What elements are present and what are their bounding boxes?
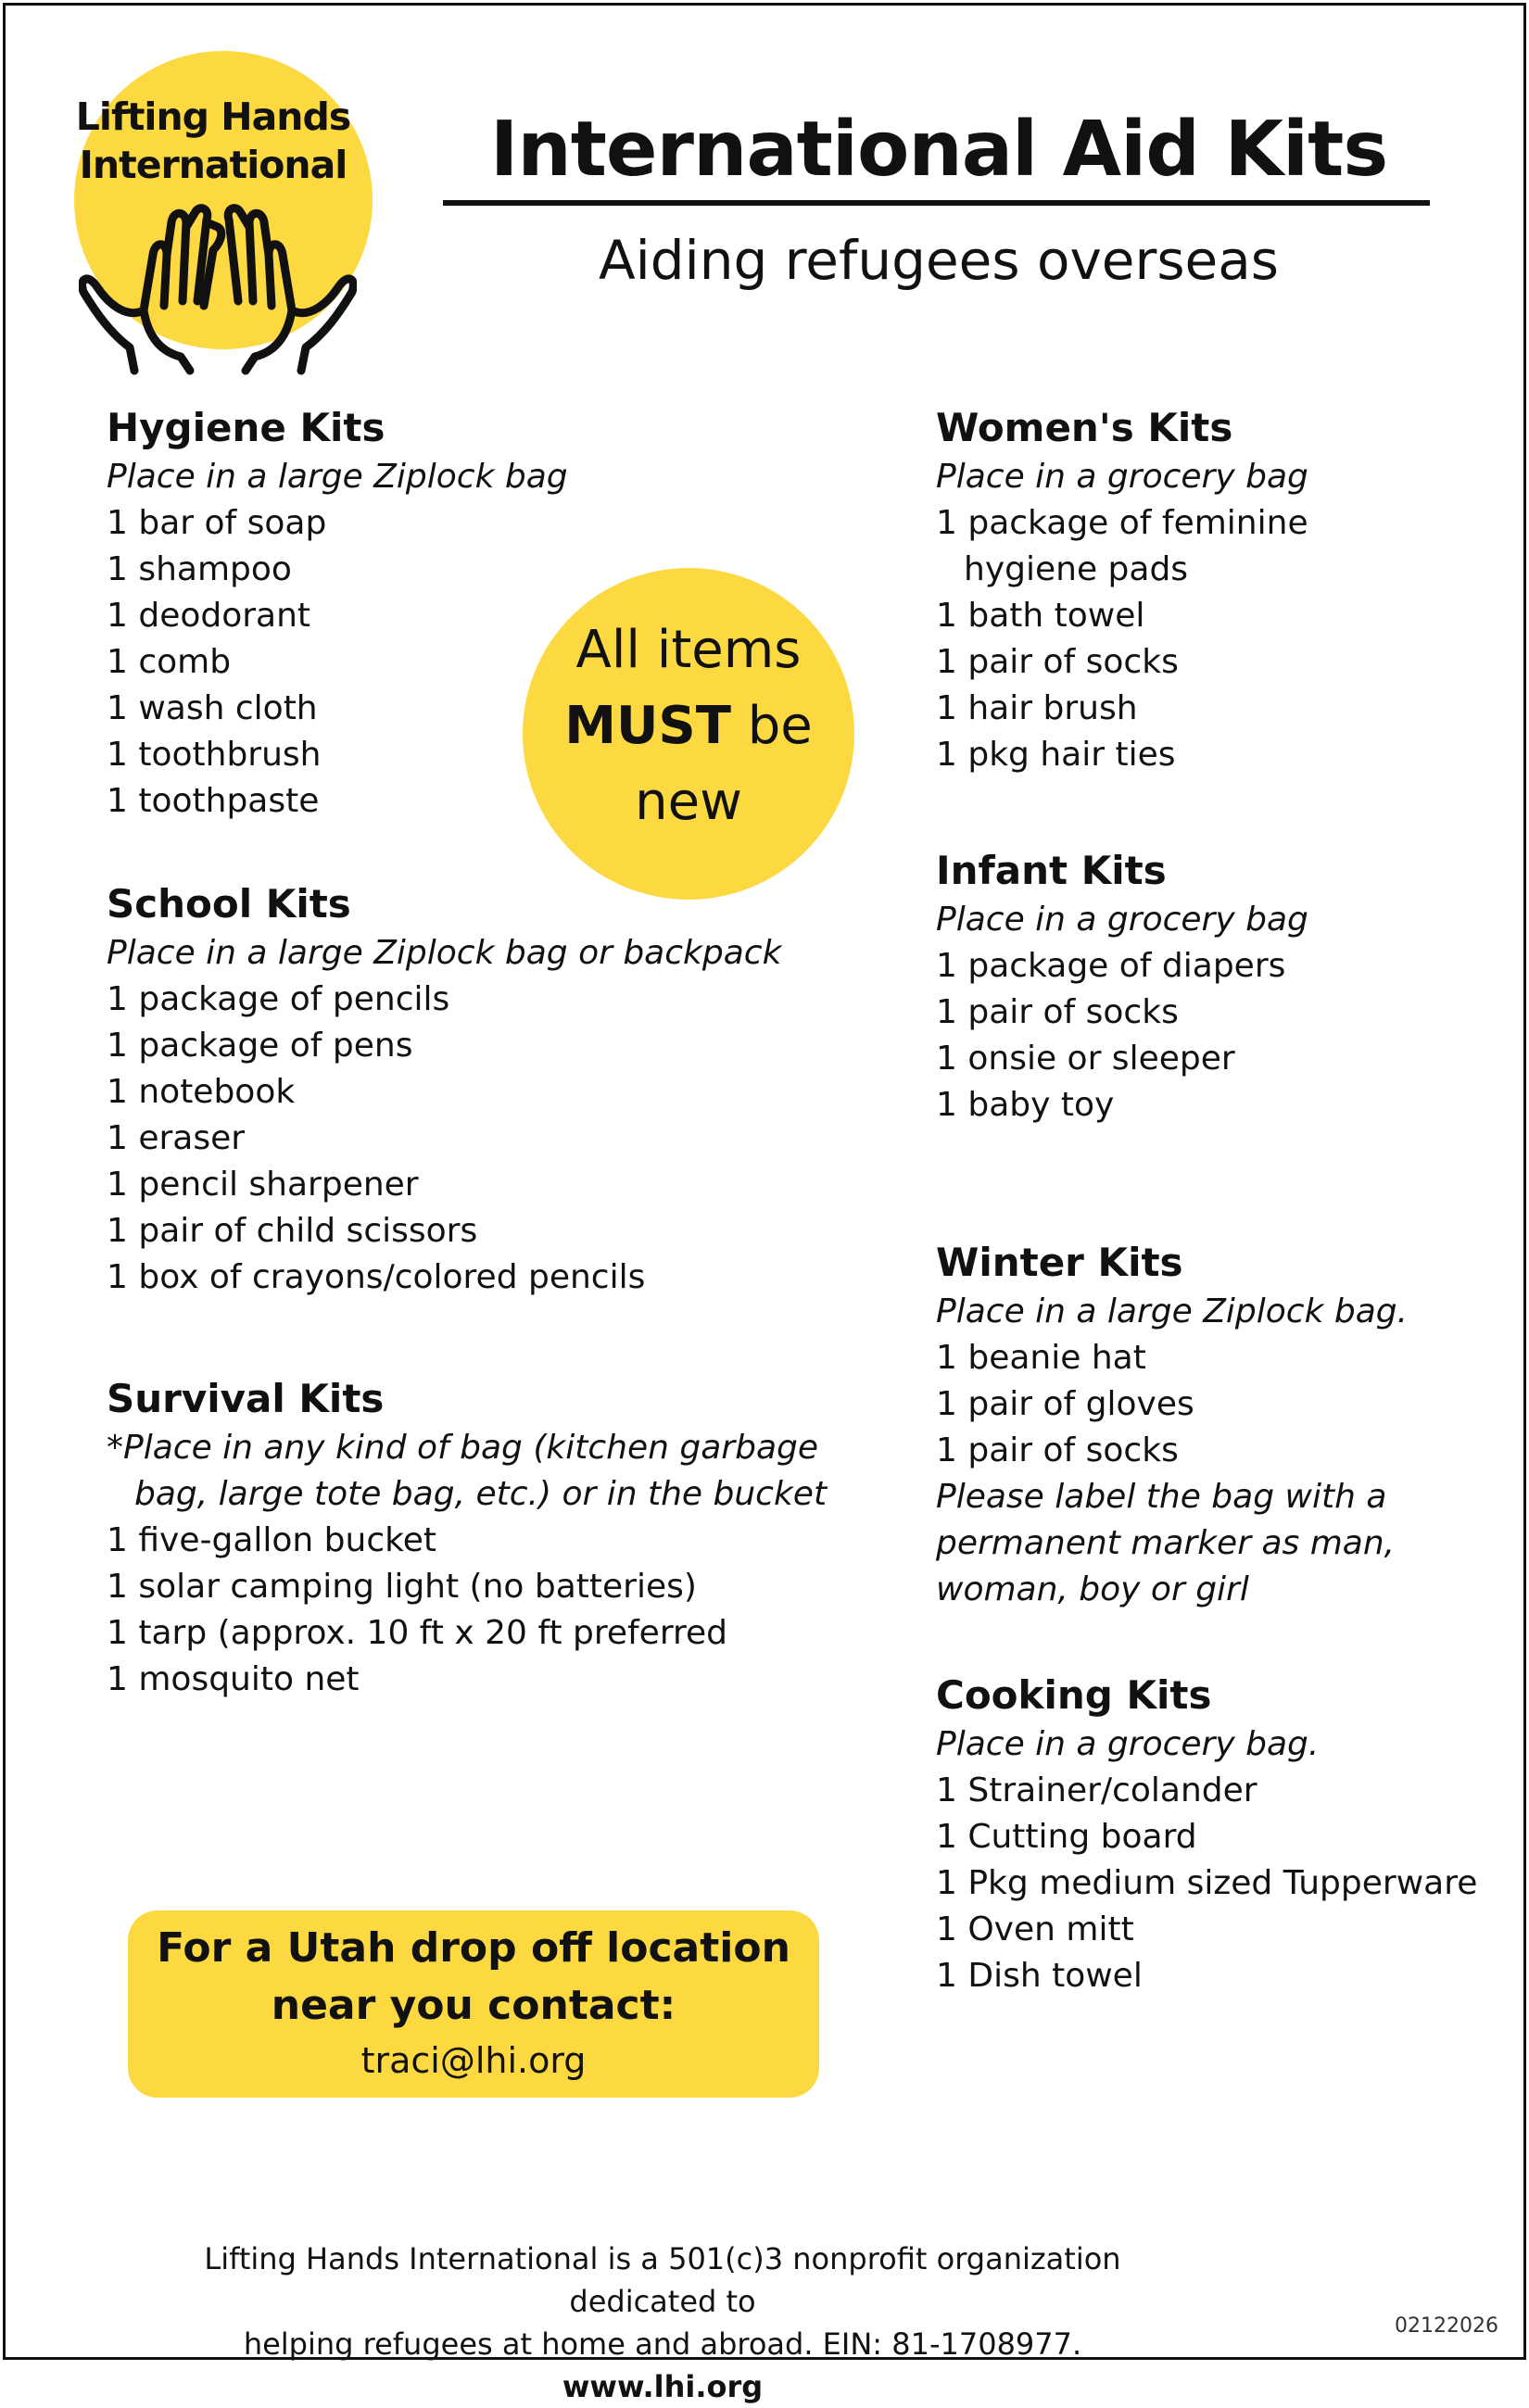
list-item: 1 five-gallon bucket — [107, 1521, 436, 1559]
list-item: 1 toothbrush — [107, 736, 322, 774]
logo-line-1: Lifting Hands — [75, 95, 351, 139]
list-item: 1 deodorant — [107, 597, 311, 635]
list-item: 1 wash cloth — [107, 689, 318, 727]
list-item: 1 eraser — [107, 1119, 246, 1157]
list-item: 1 onsie or sleeper — [936, 1040, 1235, 1078]
list-item: 1 pair of socks — [936, 643, 1179, 681]
page-title: International Aid Kits — [489, 106, 1388, 194]
list-item: 1 package of diapers — [936, 947, 1286, 985]
womens-kits-section — [936, 402, 1308, 778]
list-item: 1 Oven mitt — [936, 1910, 1134, 1948]
survival-kits-section — [107, 1373, 827, 1703]
list-item: 1 pair of socks — [936, 993, 1179, 1031]
list-item: 1 Strainer/colander — [936, 1771, 1257, 1809]
list-item: 1 tarp (approx. 10 ft x 20 ft preferred — [107, 1614, 728, 1652]
list-item: 1 bath towel — [936, 597, 1145, 635]
list-item: 1 bar of soap — [107, 504, 327, 542]
cooking-kits-section — [936, 1670, 1477, 1999]
list-item: 1 Dish towel — [936, 1957, 1143, 1995]
footer-line-2-text: helping refugees at home and abroad. EIN: 81-1708977. — [243, 2326, 1082, 2362]
title-underline — [443, 200, 1430, 206]
organization-logo — [56, 51, 389, 375]
badge-line-2 — [523, 688, 854, 764]
badge-line-1: All items — [575, 620, 802, 680]
list-item: 1 Pkg medium sized Tupperware — [936, 1864, 1478, 1902]
badge-line-2-rest: be — [730, 696, 813, 756]
list-item: 1 shampoo — [107, 550, 292, 588]
contact-heading-line-2: near you contact: — [271, 1982, 676, 2029]
list-item: 1 box of crayons/colored pencils — [107, 1258, 646, 1296]
all-items-new-badge — [523, 568, 854, 900]
list-item: 1 mosquito net — [107, 1660, 360, 1698]
hygiene-kits-section — [107, 402, 568, 825]
list-item: 1 pair of gloves — [936, 1385, 1194, 1423]
list-item: 1 package of pencils — [107, 980, 450, 1018]
section-note: Place in a grocery bag — [936, 458, 1308, 496]
list-item: 1 pair of socks — [936, 1431, 1179, 1469]
section-heading: Women's Kits — [936, 405, 1233, 450]
section-note: Place in a grocery bag. — [936, 1725, 1320, 1763]
section-heading: Hygiene Kits — [107, 405, 385, 450]
list-item: 1 Cutting board — [936, 1818, 1197, 1856]
section-note-continued: bag, large tote bag, etc.) or in the bucket — [134, 1475, 828, 1513]
page-subtitle: Aiding refugees overseas — [598, 229, 1279, 292]
school-kits-section — [107, 878, 781, 1301]
section-note: Place in a large Ziplock bag. — [936, 1292, 1409, 1330]
section-heading: Cooking Kits — [936, 1672, 1212, 1718]
section-heading: Winter Kits — [936, 1240, 1183, 1285]
footer — [139, 2238, 1186, 2408]
list-item: 1 pencil sharpener — [107, 1166, 419, 1204]
contact-email-link[interactable]: traci@lhi.org — [360, 2040, 587, 2081]
section-note: *Place in any kind of bag (kitchen garbage — [107, 1429, 819, 1467]
label-instruction: Please label the bag with a — [936, 1478, 1387, 1516]
section-heading: Survival Kits — [107, 1376, 385, 1421]
contact-box — [128, 1910, 819, 2098]
website-link[interactable]: www.lhi.org — [562, 2369, 764, 2404]
winter-kits-section — [936, 1237, 1408, 1613]
contact-heading-line-1: For a Utah drop off location — [157, 1924, 790, 1972]
label-instruction: woman, boy or girl — [936, 1570, 1249, 1608]
section-note: Place in a grocery bag — [936, 901, 1308, 939]
document-number: 02122026 — [1395, 2314, 1498, 2338]
list-item: 1 hair brush — [936, 689, 1138, 727]
list-item: 1 pkg hair ties — [936, 736, 1176, 774]
badge-emphasis: MUST — [564, 696, 731, 756]
label-instruction: permanent marker as man, — [936, 1524, 1396, 1562]
list-item-continued: hygiene pads — [964, 550, 1189, 588]
footer-line-2 — [139, 2323, 1186, 2408]
logo-line-2: International — [79, 143, 348, 187]
list-item: 1 notebook — [107, 1073, 296, 1111]
section-heading: Infant Kits — [936, 848, 1167, 893]
section-heading: School Kits — [107, 881, 351, 927]
list-item: 1 package of feminine — [936, 504, 1308, 542]
list-item: 1 package of pens — [107, 1027, 413, 1065]
list-item: 1 comb — [107, 643, 232, 681]
infant-kits-section — [936, 845, 1308, 1128]
badge-line-3: new — [635, 772, 742, 832]
badge-text — [523, 612, 854, 840]
list-item: 1 baby toy — [936, 1086, 1115, 1124]
logo-text — [56, 93, 371, 189]
list-item: 1 beanie hat — [936, 1339, 1146, 1377]
list-item: 1 solar camping light (no batteries) — [107, 1568, 697, 1606]
list-item: 1 pair of child scissors — [107, 1212, 478, 1250]
section-note: Place in a large Ziplock bag or backpack — [107, 934, 782, 972]
list-item: 1 toothpaste — [107, 782, 320, 820]
section-note: Place in a large Ziplock bag — [107, 458, 568, 496]
raised-hands-icon — [79, 199, 357, 375]
footer-line-1: Lifting Hands International is a 501(c)3 nonprofit organization dedicated to — [204, 2241, 1121, 2319]
